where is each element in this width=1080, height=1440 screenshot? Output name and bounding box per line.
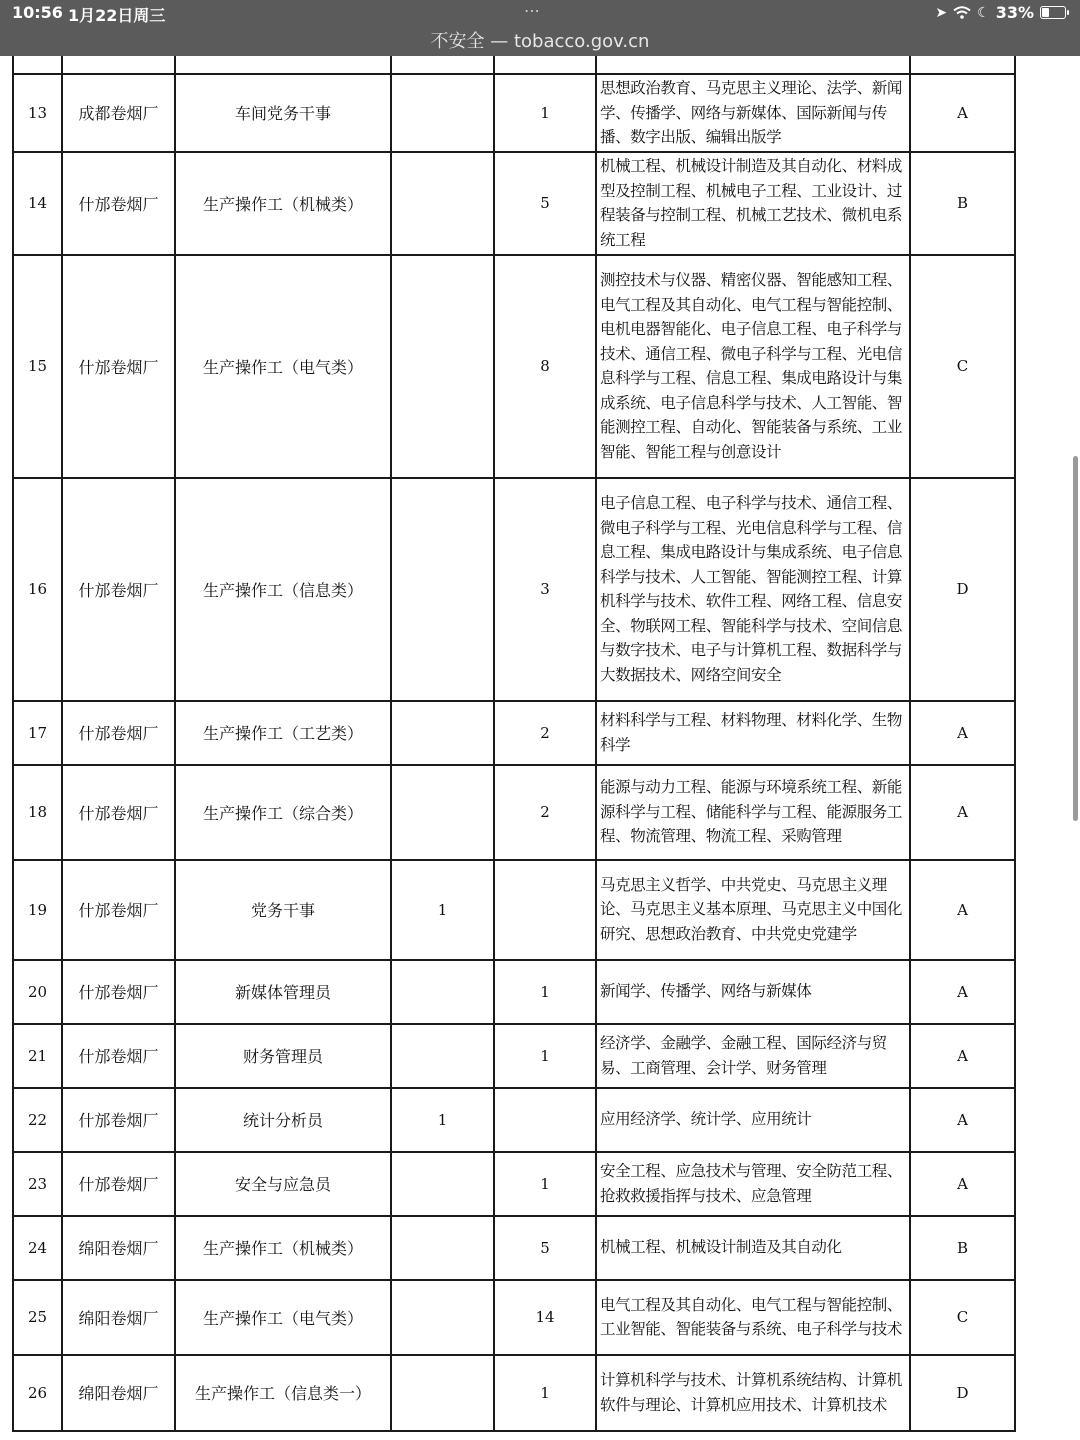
cell-category: B — [910, 1216, 1015, 1280]
table-row-partial — [13, 56, 1015, 74]
cell-count-b: 5 — [494, 1216, 596, 1280]
cell-majors: 思想政治教育、马克思主义理论、法学、新闻学、传播学、网络与新媒体、国际新闻与传播、数字出版、编辑出版学 — [596, 74, 910, 152]
cell-majors: 安全工程、应急技术与管理、安全防范工程、抢救救援指挥与技术、应急管理 — [596, 1152, 910, 1216]
table-row — [13, 1152, 1015, 1216]
cell-majors: 机械工程、机械设计制造及其自动化 — [596, 1216, 910, 1280]
table-row — [13, 152, 1015, 255]
cell-count-b — [494, 860, 596, 960]
cell-count-a — [391, 1216, 494, 1280]
cell-post: 生产操作工（机械类） — [175, 1216, 391, 1280]
cell-number: 25 — [13, 1280, 62, 1355]
cell-count-b: 1 — [494, 1355, 596, 1431]
cell-count-a — [391, 1024, 494, 1088]
more-options-icon[interactable]: ⋯ — [524, 1, 541, 20]
cell-unit: 绵阳卷烟厂 — [62, 1216, 175, 1280]
cell-count-b: 8 — [494, 255, 596, 478]
cell-count-b: 3 — [494, 478, 596, 701]
recruitment-table — [12, 56, 1016, 1432]
cell-count-b: 2 — [494, 701, 596, 765]
moon-icon: ☾ — [977, 4, 990, 21]
cell-unit: 什邡卷烟厂 — [62, 860, 175, 960]
cell-number: 22 — [13, 1088, 62, 1152]
cell-count-b — [494, 1088, 596, 1152]
address-bar[interactable]: 不安全 — tobacco.gov.cn — [430, 31, 650, 52]
cell-count-a — [391, 1152, 494, 1216]
cell-post: 生产操作工（电气类） — [175, 255, 391, 478]
cell-number: 16 — [13, 478, 62, 701]
cell-count-a — [391, 1355, 494, 1431]
table-row — [13, 1216, 1015, 1280]
cell-post: 安全与应急员 — [175, 1152, 391, 1216]
cell-post: 统计分析员 — [175, 1088, 391, 1152]
cell-post: 新媒体管理员 — [175, 960, 391, 1024]
table-row — [13, 1355, 1015, 1431]
cell-number: 21 — [13, 1024, 62, 1088]
cell-count-a — [391, 1280, 494, 1355]
location-arrow-icon: ➤ — [935, 4, 948, 21]
cell-post: 党务干事 — [175, 860, 391, 960]
cell-category: A — [910, 860, 1015, 960]
cell-number: 14 — [13, 152, 62, 255]
wifi-icon — [953, 6, 971, 19]
cell-unit: 成都卷烟厂 — [62, 74, 175, 152]
cell-number: 19 — [13, 860, 62, 960]
table-row — [13, 860, 1015, 960]
cell-majors: 能源与动力工程、能源与环境系统工程、新能源科学与工程、储能科学与工程、能源服务工程、物流管理、物流工程、采购管理 — [596, 765, 910, 860]
cell-count-b: 14 — [494, 1280, 596, 1355]
cell-category: A — [910, 1088, 1015, 1152]
cell-majors: 计算机科学与技术、计算机系统结构、计算机软件与理论、计算机应用技术、计算机技术 — [596, 1355, 910, 1431]
cell-count-a — [391, 478, 494, 701]
cell-post: 生产操作工（工艺类） — [175, 701, 391, 765]
cell-unit: 什邡卷烟厂 — [62, 1152, 175, 1216]
cell-majors: 机械工程、机械设计制造及其自动化、材料成型及控制工程、机械电子工程、工业设计、过程装备与控制工程、机械工艺技术、微机电系统工程 — [596, 152, 910, 255]
scrollbar[interactable] — [1073, 456, 1078, 821]
cell-category: D — [910, 478, 1015, 701]
cell-unit: 什邡卷烟厂 — [62, 152, 175, 255]
table-row — [13, 1024, 1015, 1088]
cell-majors: 经济学、金融学、金融工程、国际经济与贸易、工商管理、会计学、财务管理 — [596, 1024, 910, 1088]
table-row — [13, 960, 1015, 1024]
cell-number: 24 — [13, 1216, 62, 1280]
cell-majors: 马克思主义哲学、中共党史、马克思主义理论、马克思主义基本原理、马克思主义中国化研究、思想政治教育、中共党史党建学 — [596, 860, 910, 960]
table-row — [13, 701, 1015, 765]
cell-number: 13 — [13, 74, 62, 152]
cell-number: 18 — [13, 765, 62, 860]
cell-unit: 什邡卷烟厂 — [62, 701, 175, 765]
cell-category: B — [910, 152, 1015, 255]
cell-count-a — [391, 701, 494, 765]
cell-unit: 什邡卷烟厂 — [62, 1024, 175, 1088]
cell-count-a — [391, 74, 494, 152]
cell-unit: 绵阳卷烟厂 — [62, 1280, 175, 1355]
cell-unit: 什邡卷烟厂 — [62, 960, 175, 1024]
cell-count-b: 5 — [494, 152, 596, 255]
cell-count-b: 1 — [494, 1152, 596, 1216]
cell-unit: 绵阳卷烟厂 — [62, 1355, 175, 1431]
cell-unit: 什邡卷烟厂 — [62, 765, 175, 860]
cell-count-b: 1 — [494, 1024, 596, 1088]
cell-count-b: 2 — [494, 765, 596, 860]
cell-majors: 电子信息工程、电子科学与技术、通信工程、微电子科学与工程、光电信息科学与工程、信息工程、集成电路设计与集成系统、电子信息科学与技术、人工智能、智能测控工程、计算机科学与技术、软件工程、网络工程、信息安全、物联网工程、智能科学与技术、空间信息与数字技术、电子与计算机工程、数据科学与大数据技术、网络空间安全 — [596, 478, 910, 701]
table-body — [13, 56, 1015, 1431]
cell-count-a — [391, 765, 494, 860]
table-row — [13, 478, 1015, 701]
cell-unit: 什邡卷烟厂 — [62, 255, 175, 478]
cell-post: 生产操作工（信息类一） — [175, 1355, 391, 1431]
cell-post: 生产操作工（信息类） — [175, 478, 391, 701]
cell-number: 26 — [13, 1355, 62, 1431]
cell-post: 生产操作工（综合类） — [175, 765, 391, 860]
table-row — [13, 1088, 1015, 1152]
cell-category: C — [910, 1280, 1015, 1355]
cell-count-a — [391, 255, 494, 478]
cell-category: A — [910, 1152, 1015, 1216]
cell-category: A — [910, 701, 1015, 765]
cell-majors: 新闻学、传播学、网络与新媒体 — [596, 960, 910, 1024]
cell-category: A — [910, 765, 1015, 860]
page-content — [0, 56, 1080, 1440]
cell-unit: 什邡卷烟厂 — [62, 1088, 175, 1152]
cell-post: 车间党务干事 — [175, 74, 391, 152]
cell-majors: 电气工程及其自动化、电气工程与智能控制、工业智能、智能装备与系统、电子科学与技术 — [596, 1280, 910, 1355]
cell-number: 17 — [13, 701, 62, 765]
cell-count-a: 1 — [391, 1088, 494, 1152]
cell-category: A — [910, 74, 1015, 152]
cell-count-b: 1 — [494, 74, 596, 152]
cell-count-a — [391, 960, 494, 1024]
cell-count-a: 1 — [391, 860, 494, 960]
cell-post: 财务管理员 — [175, 1024, 391, 1088]
cell-count-a — [391, 152, 494, 255]
cell-category: D — [910, 1355, 1015, 1431]
cell-majors: 材料科学与工程、材料物理、材料化学、生物科学 — [596, 701, 910, 765]
table-row — [13, 255, 1015, 478]
cell-post: 生产操作工（电气类） — [175, 1280, 391, 1355]
cell-category: C — [910, 255, 1015, 478]
browser-status-bar — [0, 0, 1080, 56]
status-indicators — [935, 3, 1066, 22]
cell-majors: 测控技术与仪器、精密仪器、智能感知工程、电气工程及其自动化、电气工程与智能控制、电机电器智能化、电子信息工程、电子科学与技术、通信工程、微电子科学与工程、光电信息科学与工程、信息工程、集成电路设计与集成系统、电子信息科学与技术、人工智能、智能测控工程、自动化、智能装备与系统、工业智能、智能工程与创意设计 — [596, 255, 910, 478]
table-row — [13, 765, 1015, 860]
table-row — [13, 74, 1015, 152]
status-time: 10:56 — [12, 3, 63, 22]
cell-post: 生产操作工（机械类） — [175, 152, 391, 255]
cell-number: 23 — [13, 1152, 62, 1216]
battery-percent: 33% — [995, 3, 1034, 22]
cell-unit: 什邡卷烟厂 — [62, 478, 175, 701]
battery-icon — [1040, 6, 1066, 19]
cell-category: A — [910, 960, 1015, 1024]
table-row — [13, 1280, 1015, 1355]
cell-count-b: 1 — [494, 960, 596, 1024]
cell-majors: 应用经济学、统计学、应用统计 — [596, 1088, 910, 1152]
status-date: 1月22日周三 — [68, 6, 166, 25]
cell-category: A — [910, 1024, 1015, 1088]
cell-number: 15 — [13, 255, 62, 478]
cell-number: 20 — [13, 960, 62, 1024]
